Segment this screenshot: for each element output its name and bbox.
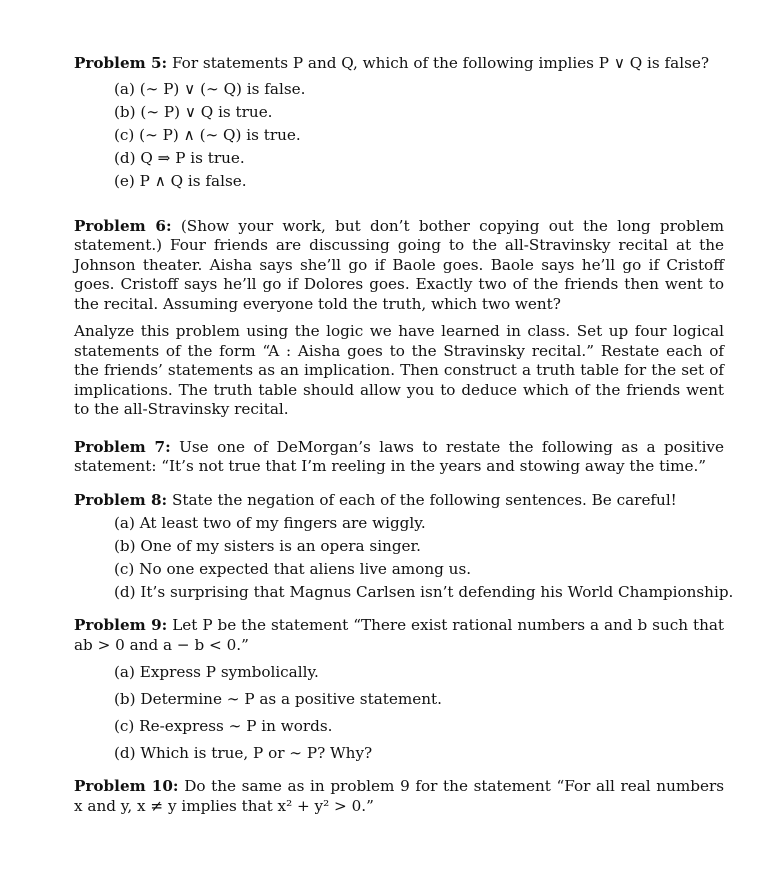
problem-8-text	[74, 491, 724, 511]
problem-5-option-c: (c) (∼ P) ∧ (∼ Q) is true.	[114, 125, 301, 144]
problem-9-option-a: (a) Express P symbolically.	[114, 663, 319, 681]
problem-5-statement: For statements P and Q, which of the following implies P ∨ Q is false?	[171, 54, 709, 72]
problem-8-option-c: (c) No one expected that aliens live among us.	[114, 560, 472, 578]
problem-5-option-d: (d) Q ⇒ P is true.	[114, 148, 245, 167]
problem-5-text	[74, 54, 724, 74]
problem-7	[74, 438, 724, 477]
problem-7-heading: Problem 7:	[74, 437, 171, 456]
problem-10	[74, 777, 724, 816]
problem-9-option-b: (b) Determine ∼ P as a positive statement.	[114, 690, 442, 708]
problem-9-option-d: (d) Which is true, P or ∼ P? Why?	[114, 744, 373, 762]
problem-7-text	[74, 438, 724, 477]
problem-5-option-a: (a) (∼ P) ∨ (∼ Q) is false.	[114, 79, 306, 98]
problem-6-text	[74, 217, 724, 315]
problem-7-statement: Use one of DeMorgan’s laws to restate the following as a positive statement: “It’s not true that I’m reeling in the years and stowing away the time.”	[74, 437, 724, 475]
problem-9-heading: Problem 9:	[74, 616, 168, 634]
problem-6-analysis: Analyze this problem using the logic we have learned in class. Set up four logical statements of the form “A : Aisha goes to the Stravinsky recital.” Restate each of the friends’ statements as an implication. Then construct a truth table for the set of implications. The truth table should allow you to deduce which of the friends went to the all-Stravinsky recital.	[74, 322, 724, 418]
document-page	[74, 54, 734, 816]
problem-5-options	[74, 78, 724, 193]
problem-9-text	[74, 616, 724, 655]
problem-5-heading: Problem 5:	[74, 54, 168, 72]
problem-5	[74, 54, 724, 193]
problem-6-heading: Problem 6:	[74, 216, 172, 235]
problem-10-text	[74, 777, 724, 816]
problem-9-options	[74, 659, 724, 767]
problem-8-option-a: (a) At least two of my fingers are wiggly.	[114, 514, 426, 532]
problem-5-option-e: (e) P ∧ Q is false.	[114, 171, 247, 190]
problem-6-statement: (Show your work, but don’t bother copying out the long problem statement.) Four friends are discussing going to the all-Stravinsky recital at the Johnson theater. Aisha says she’ll go if Baole goes. Baole says he’ll go if Cristoff goes. Cristoff says he’ll go if Dolores goes. Exactly two of the friends then went to the recital. Assuming everyone told the truth, which two went?	[74, 216, 724, 313]
problem-8-option-b: (b) One of my sisters is an opera singer.	[114, 537, 421, 555]
problem-9-option-c: (c) Re-express ∼ P in words.	[114, 717, 333, 735]
problem-8-statement: State the negation of each of the following sentences. Be careful!	[171, 490, 677, 509]
problem-5-option-b: (b) (∼ P) ∨ Q is true.	[114, 102, 273, 121]
problem-6	[74, 217, 724, 420]
problem-8-heading: Problem 8:	[74, 490, 168, 509]
problem-9-statement: Let P be the statement “There exist rational numbers a and b such that ab > 0 and a − b < 0.”	[74, 616, 725, 654]
problem-8-option-d: (d) It’s surprising that Magnus Carlsen isn’t defending his World Championship.	[114, 583, 734, 601]
problem-10-statement: Do the same as in problem 9 for the statement “For all real numbers x and y, x ≠ y implies that x² + y² > 0.”	[74, 777, 725, 815]
problem-9	[74, 616, 724, 767]
problem-8-options	[74, 512, 734, 604]
problem-8	[74, 490, 734, 605]
problem-10-heading: Problem 10:	[74, 777, 179, 795]
